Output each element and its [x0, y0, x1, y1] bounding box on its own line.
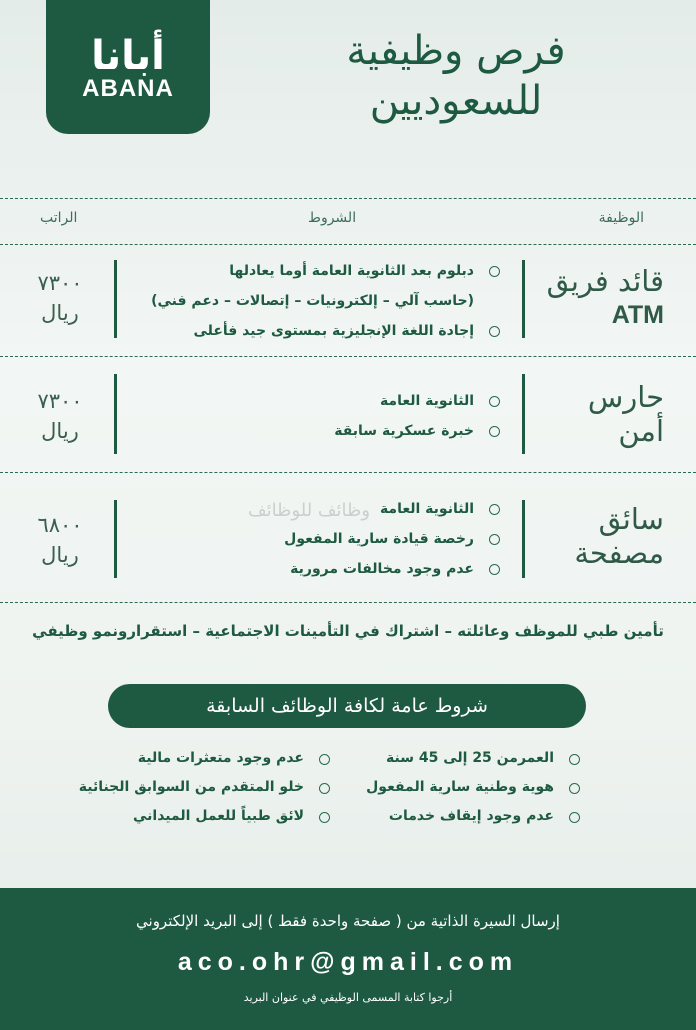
condition-item: (حاسب آلي – إلكترونيات – إتصالات – دعم فني) [151, 293, 474, 309]
job-conditions [130, 386, 500, 446]
abana-logo [46, 0, 210, 134]
job-separator [522, 374, 525, 454]
condition-item: الثانوية العامة [130, 494, 500, 524]
job-separator [522, 500, 525, 578]
salary-currency: ريال [41, 301, 79, 325]
salary-amount: ٦٨٠٠ [37, 513, 83, 537]
job-title-line-1: سائق [598, 502, 664, 536]
job-title-line-1: قائد فريق [546, 264, 664, 298]
salary-separator [114, 500, 117, 578]
bullet-icon [489, 504, 500, 515]
salary-amount: ٧٣٠٠ [37, 389, 83, 413]
general-condition-item: العمرمن 25 إلى 45 سنة [360, 744, 580, 773]
general-conditions-title: شروط عامة لكافة الوظائف السابقة [108, 684, 586, 728]
header-salary: الراتب [40, 210, 78, 226]
condition-item: عدم وجود مخالفات مرورية [130, 554, 500, 584]
divider [0, 602, 696, 603]
condition-item: دبلوم بعد الثانوية العامة أوما يعادلها [130, 256, 500, 286]
bullet-icon [319, 754, 330, 765]
bullet-icon [489, 564, 500, 575]
condition-item: إجادة اللغة الإنجليزية بمستوى جيد فأعلى [130, 316, 500, 346]
job-title-line-2: ATM [611, 301, 664, 329]
job-title-line-1: حارس [587, 380, 664, 414]
condition-item: الثانوية العامة [130, 386, 500, 416]
job-salary [30, 510, 90, 570]
logo-english: ABANA [82, 75, 174, 102]
bullet-icon [319, 812, 330, 823]
contact-email[interactable]: aco.ohr@gmail.com [177, 948, 519, 976]
general-condition-item: خلو المتقدم من السوابق الجنائية [30, 773, 330, 802]
general-conditions-left [30, 744, 330, 831]
footer [0, 888, 696, 1030]
job-separator [522, 260, 525, 338]
benefits-line: تأمين طبي للموظف وعائلته – اشتراك في التأمينات الاجتماعية – استقرارونمو وظيفي [32, 622, 664, 640]
salary-amount: ٧٣٠٠ [37, 271, 83, 295]
bullet-icon [569, 812, 580, 823]
general-condition-item: عدم وجود متعثرات مالية [30, 744, 330, 773]
bullet-icon [569, 783, 580, 794]
bullet-icon [489, 266, 500, 277]
title-line-2: للسعوديين [369, 78, 543, 124]
job-title-line-2: مصفحة [574, 536, 664, 570]
header-job: الوظيفة [598, 210, 644, 226]
job-title [534, 380, 664, 448]
job-salary [30, 386, 90, 446]
subject-note: أرجوا كتابة المسمى الوظيفي في عنوان البريد [243, 991, 453, 1004]
job-conditions [130, 256, 500, 346]
page-title [296, 26, 616, 126]
salary-separator [114, 374, 117, 454]
job-row [0, 244, 696, 356]
bullet-icon [489, 426, 500, 437]
job-title [534, 502, 664, 570]
general-condition-item: عدم وجود إيقاف خدمات [360, 802, 580, 831]
general-conditions-right [360, 744, 580, 831]
divider [0, 198, 696, 199]
general-condition-item: لائق طبياً للعمل الميداني [30, 802, 330, 831]
watermark: وظائف للوظائف [248, 500, 371, 521]
bullet-icon [489, 534, 500, 545]
general-condition-item: هوية وطنية سارية المفعول [360, 773, 580, 802]
condition-item: رخصة قيادة سارية المفعول [130, 524, 500, 554]
bullet-icon [489, 326, 500, 337]
salary-separator [114, 260, 117, 338]
condition-item: خبرة عسكرية سابقة [130, 416, 500, 446]
logo-arabic: أبانا [91, 33, 165, 79]
job-row [0, 356, 696, 472]
header-conditions: الشروط [308, 210, 357, 226]
job-salary [30, 268, 90, 328]
bullet-icon [569, 754, 580, 765]
title-line-1: فرص وظيفية [346, 28, 566, 74]
bullet-icon [319, 783, 330, 794]
application-instruction: إرسال السيرة الذاتية من ( صفحة واحدة فقط ) إلى البريد الإلكتروني [136, 912, 560, 930]
job-title-line-2: أمن [618, 414, 664, 448]
salary-currency: ريال [41, 543, 79, 567]
job-title [534, 264, 664, 332]
bullet-icon [489, 396, 500, 407]
salary-currency: ريال [41, 419, 79, 443]
job-row [0, 472, 696, 602]
